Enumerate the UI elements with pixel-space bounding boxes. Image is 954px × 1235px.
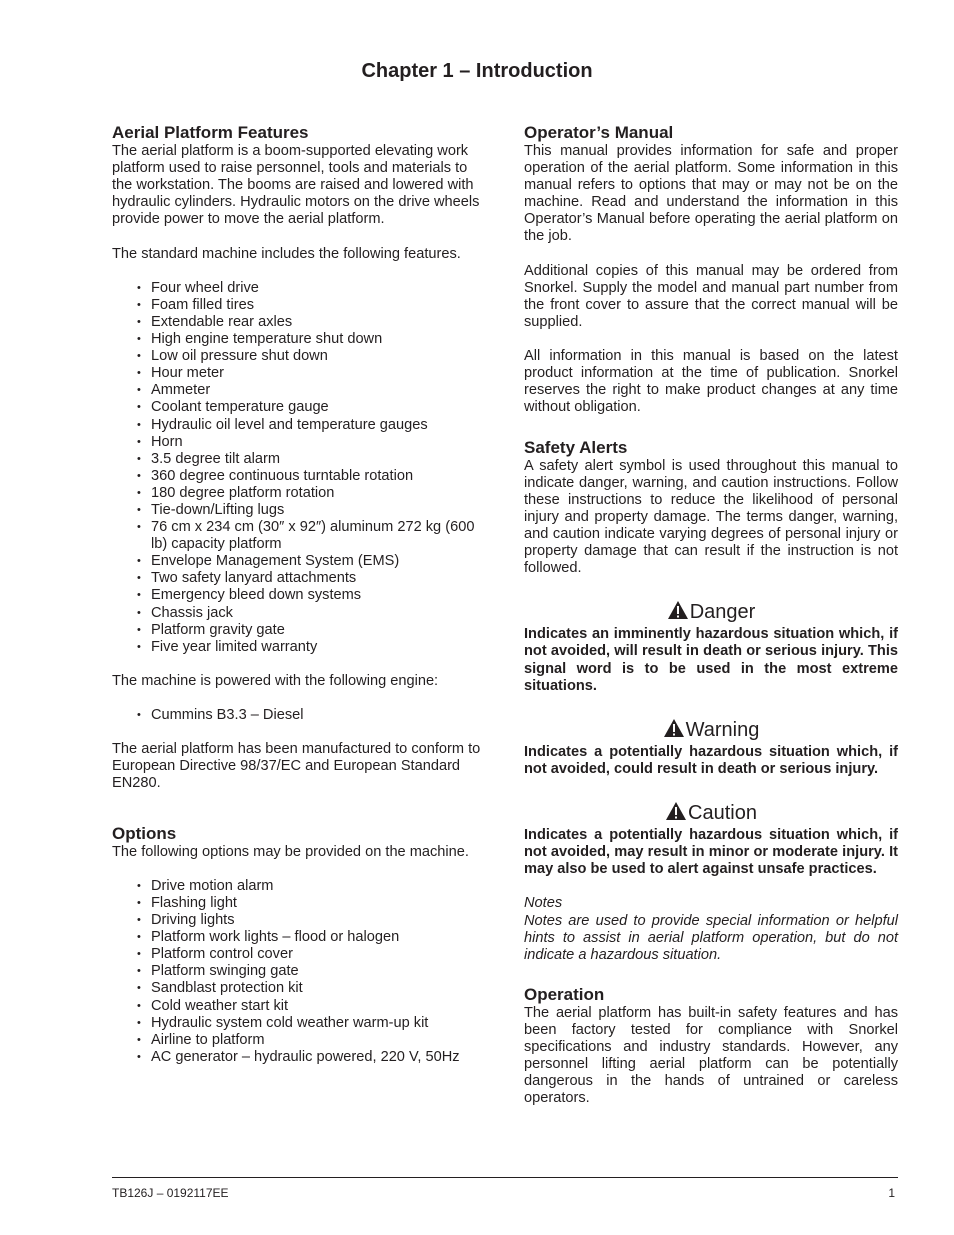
- option-item: • Driving lights: [137, 912, 488, 929]
- manual-heading: Operator’s Manual: [524, 123, 674, 142]
- feature-item: • Two safety lanyard attachments: [137, 570, 488, 587]
- option-item: • Drive motion alarm: [137, 878, 488, 895]
- safety-heading: Safety Alerts: [524, 437, 628, 457]
- danger-heading: [524, 600, 898, 626]
- warning-triangle-icon: [665, 801, 687, 827]
- feature-item: • 360 degree continuous turntable rotation: [137, 468, 488, 485]
- feature-item: • Coolant temperature gauge: [137, 399, 488, 416]
- notes-text: Notes are used to provide special information or helpful hints to assist in aerial platform operation, but do not indicate a hazardous situation.: [524, 912, 898, 963]
- engine-list: [112, 707, 488, 724]
- features-list: [112, 280, 488, 656]
- features-heading: Aerial Platform Features: [112, 123, 309, 142]
- options-heading: Options: [112, 823, 177, 843]
- engine-item: • Cummins B3.3 – Diesel: [137, 707, 488, 724]
- caution-text: Indicates a potentially hazardous situation which, if not avoided, may result in minor or moderate injury. It may also be used to alert against unsafe practices.: [524, 827, 898, 878]
- footer-page-number: 1: [888, 1186, 895, 1200]
- danger-label: Danger: [689, 601, 756, 624]
- feature-item: • Foam filled tires: [137, 297, 488, 314]
- notes-label: Notes: [524, 895, 563, 912]
- feature-item: • 3.5 degree tilt alarm: [137, 451, 488, 468]
- option-item: • Hydraulic system cold weather warm-up kit: [137, 1015, 488, 1032]
- feature-item: • Low oil pressure shut down: [137, 348, 488, 365]
- conformity-text: The aerial platform has been manufactured to conform to European Directive 98/37/EC and European Standard EN280.: [112, 741, 481, 792]
- feature-item: • High engine temperature shut down: [137, 331, 488, 348]
- option-item: • Cold weather start kit: [137, 998, 488, 1015]
- danger-text: Indicates an imminently hazardous situation which, if not avoided, will result in death or serious injury. This signal word is to be used in the most extreme situations.: [524, 626, 898, 694]
- feature-item: • Hydraulic oil level and temperature gauges: [137, 417, 488, 434]
- options-list: [112, 878, 488, 1066]
- manual-paragraph-2: Additional copies of this manual may be ordered from Snorkel. Supply the model and manual part number from the front cover to assure that the correct manual will be supplied.: [524, 262, 898, 330]
- caution-label: Caution: [688, 802, 757, 825]
- feature-item: • Five year limited warranty: [137, 639, 488, 656]
- engine-intro: The machine is powered with the following engine:: [112, 672, 439, 689]
- feature-item: • Four wheel drive: [137, 280, 488, 297]
- left-column: [112, 123, 488, 1083]
- option-item: • AC generator – hydraulic powered, 220 V, 50Hz: [137, 1049, 488, 1066]
- footer-divider: [112, 1177, 898, 1178]
- page-title: Chapter 1 – Introduction: [361, 60, 593, 82]
- option-item: • Platform control cover: [137, 946, 488, 963]
- manual-paragraph-1: This manual provides information for safe and proper operation of the aerial platform. Some information in this manual refers to options that may or may not be on the machine. Read and understand the information in this Operator’s Manual before operating the aerial platform on the job.: [524, 143, 898, 245]
- feature-item: • Extendable rear axles: [137, 314, 488, 331]
- warning-text: Indicates a potentially hazardous situation which, if not avoided, could result in death or serious injury.: [524, 743, 898, 777]
- option-item: • Sandblast protection kit: [137, 980, 488, 997]
- feature-item: • Tie-down/Lifting lugs: [137, 502, 488, 519]
- feature-item: • Ammeter: [137, 382, 488, 399]
- warning-label: Warning: [685, 718, 760, 741]
- warning-triangle-icon: [667, 600, 689, 626]
- features-intro: The aerial platform is a boom-supported elevating work platform used to raise personnel, tools and materials to the workstation. The booms are raised and lowered with hydraulic cylinders. Hydraulic motors on the drive wheels provide power to move the aerial platform.: [112, 143, 480, 228]
- feature-item: • Chassis jack: [137, 605, 488, 622]
- option-item: • Flashing light: [137, 895, 488, 912]
- option-item: • Platform work lights – flood or halogen: [137, 929, 488, 946]
- feature-item: • Horn: [137, 434, 488, 451]
- feature-item: • Emergency bleed down systems: [137, 587, 488, 604]
- option-item: • Platform swinging gate: [137, 963, 488, 980]
- warning-triangle-icon: [663, 718, 685, 744]
- feature-item: • Platform gravity gate: [137, 622, 488, 639]
- standard-features-intro: The standard machine includes the following features.: [112, 245, 461, 262]
- feature-item: • 76 cm x 234 cm (30″ x 92″) aluminum 272 kg (600 lb) capacity platform: [137, 519, 488, 553]
- options-intro: The following options may be provided on the machine.: [112, 843, 469, 860]
- warning-heading: [524, 718, 898, 744]
- option-item: • Airline to platform: [137, 1032, 488, 1049]
- feature-item: • 180 degree platform rotation: [137, 485, 488, 502]
- feature-item: • Envelope Management System (EMS): [137, 553, 488, 570]
- safety-paragraph: A safety alert symbol is used throughout this manual to indicate danger, warning, and caution instructions. Follow these instructions to reduce the likelihood of personal injury and property damage. The terms danger, warning, and caution indicate varying degrees of personal injury or property damage that can result if the instruction is not followed.: [524, 457, 898, 577]
- feature-item: • Hour meter: [137, 365, 488, 382]
- caution-heading: [524, 801, 898, 827]
- operation-paragraph: The aerial platform has built-in safety features and has been factory tested for compliance with Snorkel specifications and industry standards. However, any personnel lifting aerial platform can be potentially dangerous in the hands of untrained or careless operators.: [524, 1004, 898, 1107]
- footer-doc-number: TB126J – 0192117EE: [112, 1186, 229, 1200]
- operation-heading: Operation: [524, 984, 605, 1004]
- right-column: [524, 123, 898, 1125]
- manual-paragraph-3: All information in this manual is based on the latest product information at the time of publication. Snorkel reserves the right to make product changes at any time without obligation.: [524, 348, 898, 416]
